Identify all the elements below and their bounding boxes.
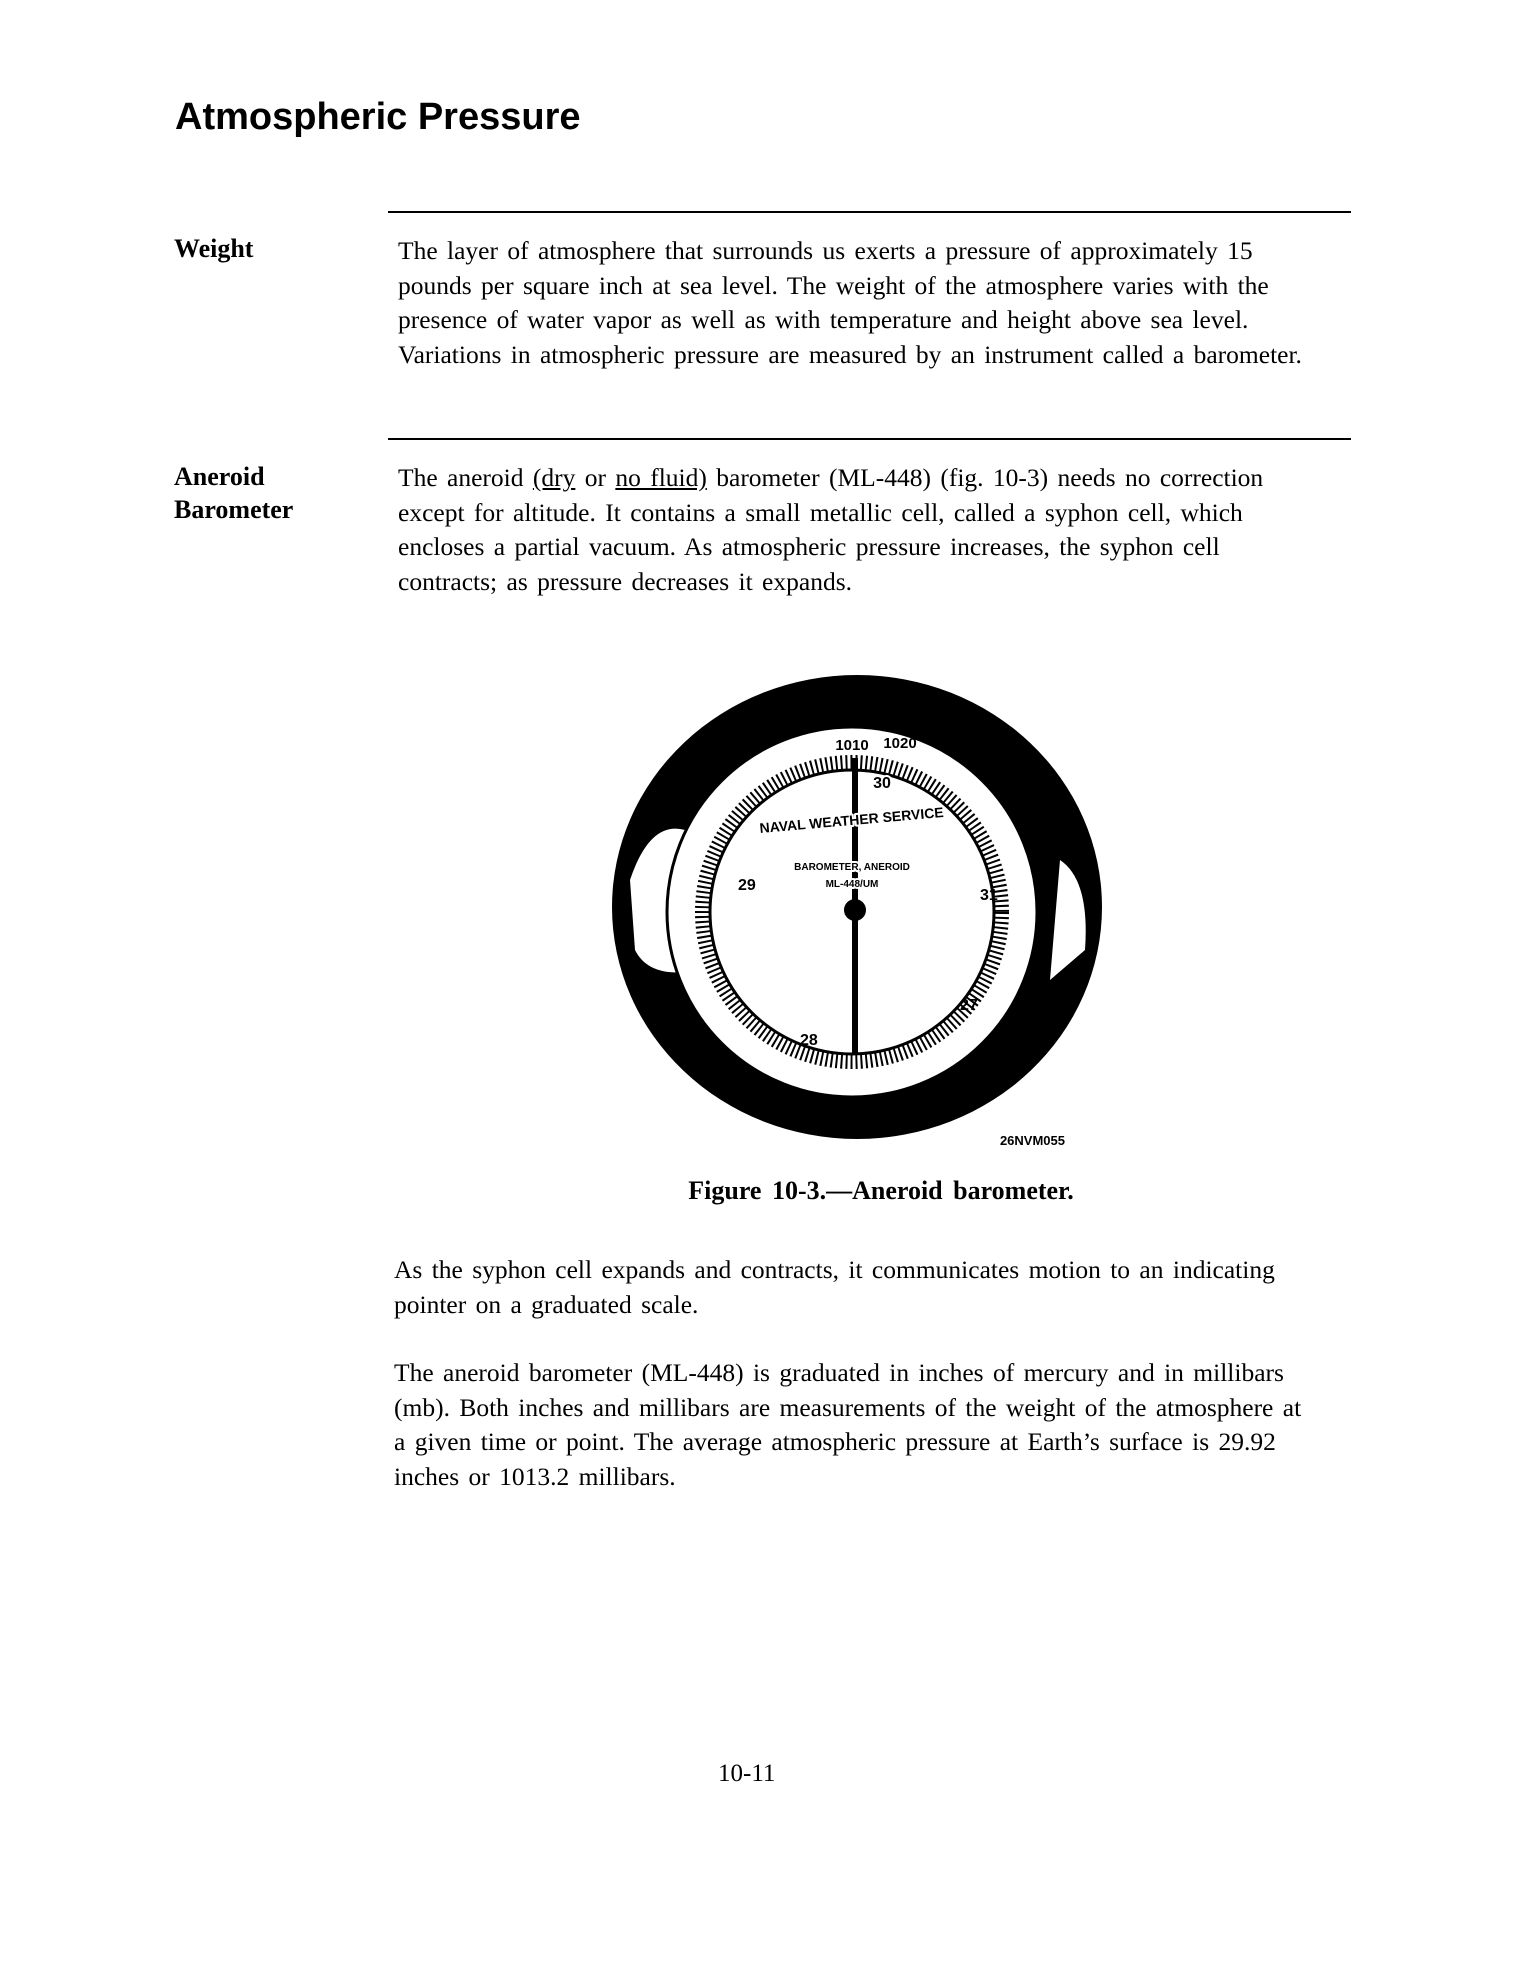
dial-inch-label: 28 [800, 1032, 818, 1049]
dial-inch-label: 29 [738, 877, 756, 894]
dial-name-text: BAROMETER, ANEROID [794, 862, 910, 873]
dial-service-text: NAVAL WEATHER SERVICE [758, 804, 945, 837]
dial-inch-label: 30 [873, 775, 891, 792]
text: or [575, 463, 616, 492]
dial-inch-label: 27 [960, 997, 978, 1014]
dial-mb-label: 1010 [835, 737, 869, 754]
underlined-text: no fluid) [615, 463, 707, 492]
weight-paragraph: The layer of atmosphere that surrounds us exerts a pressure of approximately 15 pounds per square inch at sea level. The weight of the atmosphere varies with the presence of water vapor as well as with temperature and height above sea level. Variations in atmospheric pressure are measured by an instrument called a barometer. [398, 236, 1302, 369]
section-divider [388, 211, 1351, 213]
aneroid-barometer-figure [590, 650, 1150, 1170]
text: barometer (ML-448) (fig. 10-3) needs no correction except for altitude. It contains a small metallic cell, called a syphon cell, which encloses a partial vacuum. As atmospheric pressure increases, the syphon cell contracts; as pressure decreases it expands. [398, 463, 1264, 596]
side-heading-weight: Weight [174, 234, 254, 263]
aneroid-paragraph [398, 461, 1313, 599]
dial-mb-label: 1020 [883, 735, 917, 752]
side-heading-line: Barometer [174, 495, 294, 524]
side-heading-aneroid-barometer [174, 460, 293, 526]
dial-inch-label: 31 [980, 887, 998, 904]
page-number: 10-11 [718, 1760, 776, 1787]
figure-id-label: 26NVM055 [999, 1133, 1065, 1148]
pointer-hub [844, 899, 866, 921]
text: The aneroid [398, 463, 533, 492]
section-divider [388, 438, 1351, 440]
body-paragraph: The aneroid barometer (ML-448) is graduated in inches of mercury and in millibars (mb). Both inches and millibars are measurements of the weight of the atmosphere at a given time or point. The average atmospheric pressure at Earth’s surface is 29.92 inches or 1013.2 millibars. [394, 1358, 1302, 1491]
side-heading-line: Aneroid [174, 462, 265, 491]
dial-model-text: ML-448/UM [825, 879, 879, 890]
underlined-text: (dry [532, 463, 576, 492]
figure-caption: Figure 10-3.—Aneroid barometer. [688, 1176, 1074, 1205]
page-title: Atmospheric Pressure [175, 96, 581, 138]
body-paragraph: As the syphon cell expands and contracts, it communicates motion to an indicating pointer on a graduated scale. [394, 1255, 1275, 1319]
